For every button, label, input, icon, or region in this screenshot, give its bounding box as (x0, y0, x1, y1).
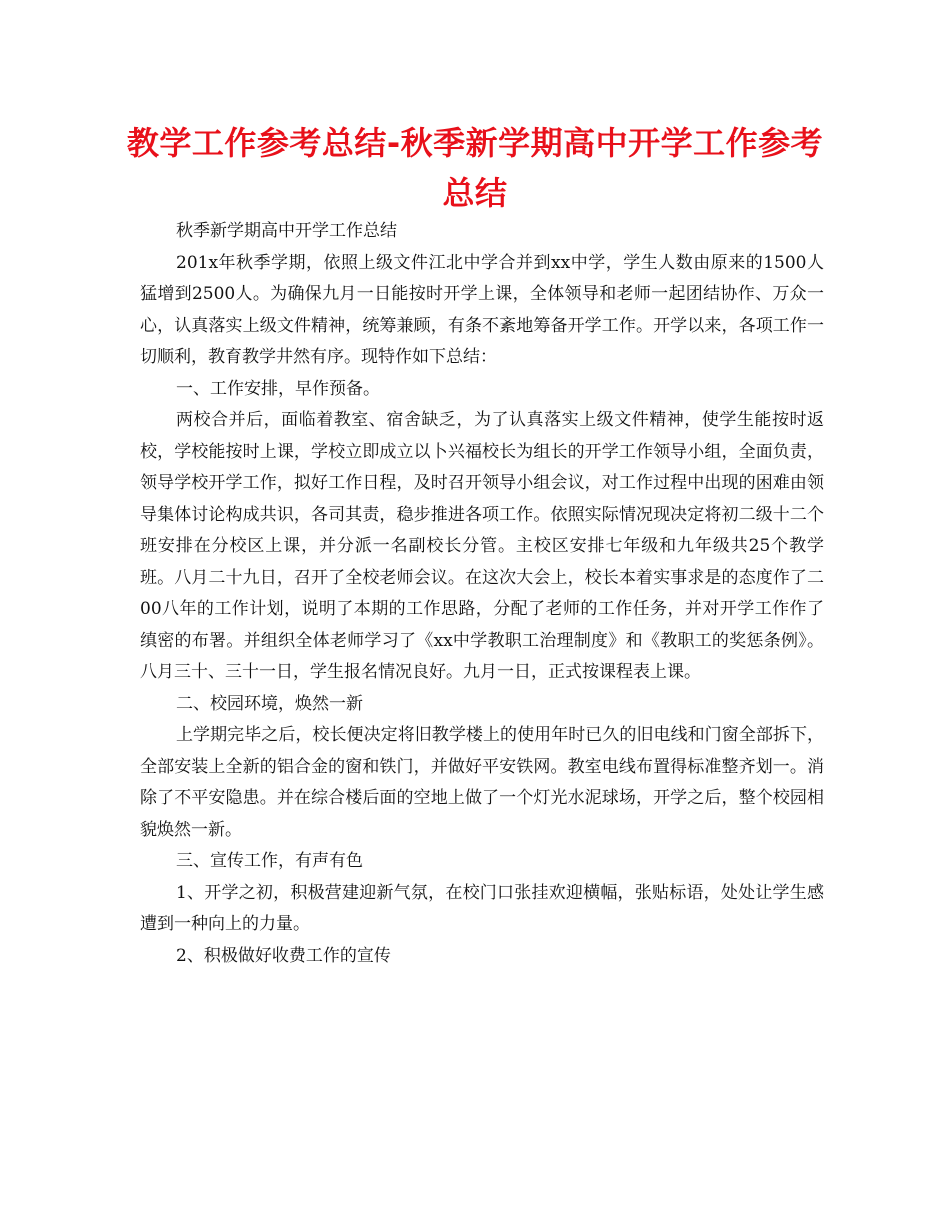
section-heading-1: 一、工作安排，早作预备。 (176, 378, 380, 399)
document-title: 教学工作参考总结-秋季新学期高中开学工作参考总结 (126, 124, 824, 212)
paragraph-section-2: 上学期完毕之后，校长便决定将旧教学楼上的使用年时已久的旧电线和门窗全部拆下，全部安装上全新的铝合金的窗和铁门，并做好平安铁网。教室电线布置得标准整齐划一。消除了不平安隐患。并在综合楼后面的空地上做了一个灯光水泥球场，开学之后，整个校园相貌焕然一新。 (140, 725, 824, 840)
section-heading-2: 二、校园环境，焕然一新 (176, 693, 363, 714)
list-item-2: 2、积极做好收费工作的宣传 (176, 945, 391, 966)
paragraph-subtitle: 秋季新学期高中开学工作总结 (176, 221, 397, 241)
paragraph-section-1: 两校合并后，面临着教室、宿舍缺乏，为了认真落实上级文件精神，使学生能按时返校，学校能按时上课，学校立即成立以卜兴福校长为组长的开学工作领导小组，全面负责，领导学校开学工作，拟好工作日程，及时召开领导小组会议，对工作过程中出现的困难由领导集体讨论构成共识，各司其责，稳步推进各项工作。依照实际情况现决定将初二级十二个班安排在分校区上课，并分派一名副校长分管。主校区安排七年级和九年级共25个教学班。八月二十九日，召开了全校老师会议。在这次大会上，校长本着实事求是的态度作了二00八年的工作计划，说明了本期的工作思路，分配了老师的工作任务，并对开学工作作了缜密的布署。并组织全体老师学习了《xx中学教职工治理制度》和《教职工的奖惩条例》。八月三十、三十一日，学生报名情况良好。九月一日，正式按课程表上课。 (140, 410, 824, 682)
document-body (140, 216, 824, 972)
section-heading-3: 三、宣传工作，有声有色 (176, 851, 363, 871)
list-item-1: 1、开学之初，积极营建迎新气氛，在校门口张挂欢迎横幅，张贴标语，处处让学生感遭到一种向上的力量。 (140, 882, 824, 934)
paragraph-intro: 201x年秋季学期，依照上级文件江北中学合并到xx中学，学生人数由原来的1500人猛增到2500人。为确保九月一日能按时开学上课，全体领导和老师一起团结协作、万众一心，认真落实上级文件精神，统筹兼顾，有条不紊地筹备开学工作。开学以来，各项工作一切顺利，教育教学井然有序。现特作如下总结： (140, 252, 824, 367)
